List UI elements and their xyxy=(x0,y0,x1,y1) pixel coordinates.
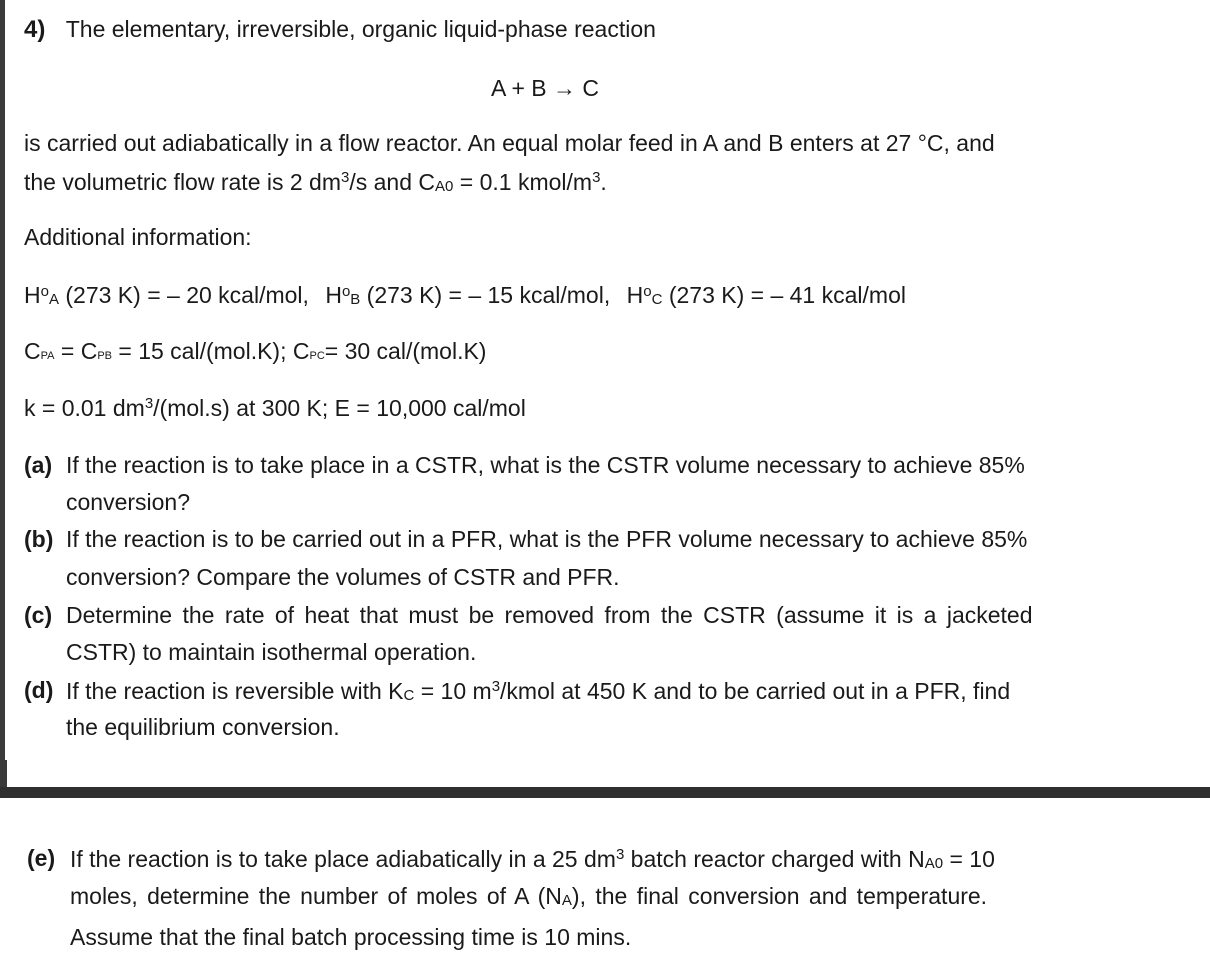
value: k = 0.01 dm xyxy=(24,395,145,421)
enthalpy-B xyxy=(325,282,610,308)
part-e-line-3: Assume that the final batch processing time is 10 mins. xyxy=(70,924,632,950)
part-c-line-1: Determine the rate of heat that must be removed from the CSTR (assume it is a jacketed xyxy=(66,602,1033,628)
subscript: A0 xyxy=(435,178,454,195)
superscript: 3 xyxy=(491,678,501,695)
subscript: PA xyxy=(40,350,55,362)
value: = C xyxy=(54,338,98,364)
part-b-label: (b) xyxy=(24,526,54,552)
symbol: C xyxy=(24,338,41,364)
text: moles, determine the number of moles of A (N xyxy=(70,883,562,909)
superscript: 3 xyxy=(341,169,350,186)
superscript: 3 xyxy=(592,169,601,186)
part-e-label: (e) xyxy=(27,845,56,871)
value: (273 K) = – 20 kcal/mol, xyxy=(58,282,309,308)
subscript: B xyxy=(350,291,361,308)
subscript: C xyxy=(403,687,415,704)
subscript: C xyxy=(651,291,663,308)
question-number: 4) xyxy=(24,16,46,43)
problem-intro: The elementary, irreversible, organic liquid-phase reaction xyxy=(65,16,656,42)
symbol: H xyxy=(24,282,41,308)
symbol: H xyxy=(626,282,644,308)
text: If the reaction is to take place adiabatically in a 25 dm xyxy=(70,846,616,872)
superscript: o xyxy=(643,283,652,300)
subscript: A0 xyxy=(924,855,944,872)
rate-constant-line xyxy=(24,396,526,420)
left-border xyxy=(0,0,5,787)
part-c-line-2: CSTR) to maintain isothermal operation. xyxy=(66,639,477,665)
value: = 30 cal/(mol.K) xyxy=(324,338,487,364)
part-b-line-1: If the reaction is to be carried out in a PFR, what is the PFR volume necessary to achieve 85% xyxy=(66,526,1028,552)
value: /(mol.s) at 300 K; E = 10,000 cal/mol xyxy=(153,395,526,421)
value: (273 K) = – 15 kcal/mol, xyxy=(360,282,611,308)
enthalpy-A xyxy=(24,282,309,308)
enthalpy-C xyxy=(627,282,906,308)
section-divider xyxy=(0,787,1210,798)
part-d-label: (d) xyxy=(24,677,54,703)
heat-capacity-line xyxy=(24,340,486,363)
left-border-tick xyxy=(0,760,7,787)
value: (273 K) = – 41 kcal/mol xyxy=(662,282,906,308)
text: /kmol at 450 K and to be carried out in a PFR, find xyxy=(500,678,1011,704)
subscript: A xyxy=(48,291,59,308)
value: = 15 cal/(mol.K); C xyxy=(112,338,310,364)
desc-text: = 0.1 kmol/m xyxy=(453,169,593,195)
part-a-line-1: If the reaction is to take place in a CSTR, what is the CSTR volume necessary to achieve 85% xyxy=(66,452,1025,478)
desc-text: /s and C xyxy=(349,169,436,195)
superscript: o xyxy=(341,283,351,300)
additional-info-heading: Additional information: xyxy=(24,224,252,250)
text: = 10 m xyxy=(414,678,492,704)
part-a-label: (a) xyxy=(24,452,53,478)
problem-description-line-2 xyxy=(24,170,607,194)
part-e-line-1 xyxy=(70,847,995,871)
symbol: H xyxy=(325,282,342,308)
part-e-line-2 xyxy=(70,885,987,908)
subscript: PB xyxy=(97,350,112,362)
superscript: o xyxy=(40,283,49,300)
enthalpy-line xyxy=(24,284,906,307)
text: If the reaction is reversible with K xyxy=(66,678,404,704)
superscript: 3 xyxy=(144,395,154,412)
text: ), the final conversion and temperature. xyxy=(571,883,988,909)
desc-text: the volumetric flow rate is 2 dm xyxy=(24,169,342,195)
problem-heading xyxy=(24,18,656,42)
superscript: 3 xyxy=(615,846,625,863)
desc-text: . xyxy=(600,169,607,195)
part-b-line-2: conversion? Compare the volumes of CSTR and PFR. xyxy=(66,564,620,590)
text: batch reactor charged with N xyxy=(624,846,925,872)
part-a-line-2: conversion? xyxy=(66,489,191,515)
part-c-label: (c) xyxy=(24,602,53,628)
text: = 10 xyxy=(943,846,995,872)
part-d-line-2: the equilibrium conversion. xyxy=(66,714,340,740)
reaction-equation: A + B → C xyxy=(490,75,599,101)
problem-description-line-1: is carried out adiabatically in a flow reactor. An equal molar feed in A and B enters at 27 °C, and xyxy=(24,130,995,156)
part-d-line-1 xyxy=(66,679,1010,703)
subscript: A xyxy=(561,892,572,909)
subscript: PC xyxy=(309,350,325,362)
